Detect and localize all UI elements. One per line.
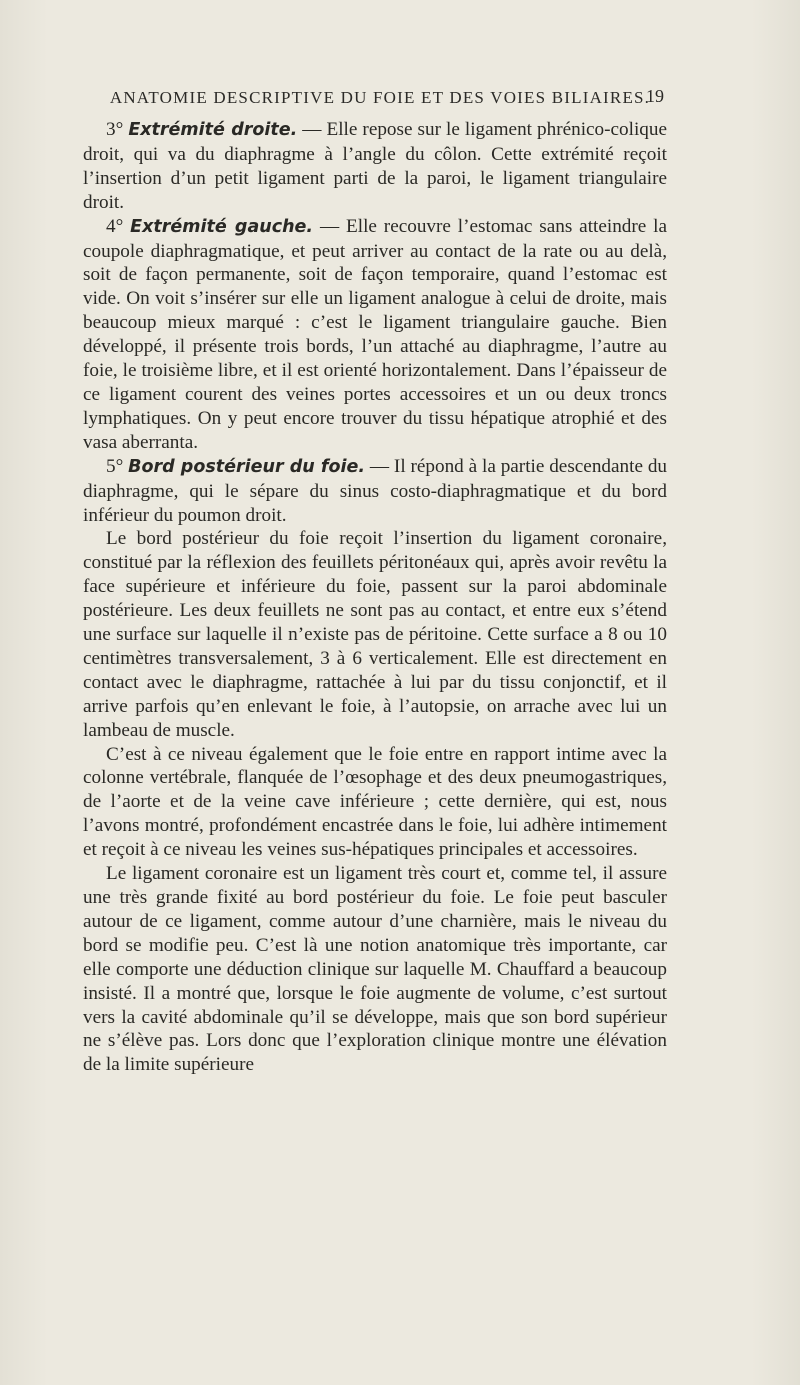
paragraph-number: 5° [106,455,124,477]
page-number: 19 [646,86,664,106]
paragraph-extremite-gauche [83,215,667,455]
paragraph-text: — Elle recouvre l’estomac sans atteindre la coupole diaphragmatique, et peut arriver au contact de la rate ou au delà, soit de façon permanente, soit de façon temporaire, quand l’estomac est vide. On voit s’insérer sur elle un ligament analogue à celui de droite, mais beaucoup mieux marqué : c’est le ligament triangulaire gauche. Bien développé, il présente trois bords, l’un attaché au diaphragme, l’autre au foie, le troisième libre, et il est orienté horizontalement. Dans l’épaisseur de ce ligament courent des veines portes accessoires et un ou deux troncs lymphatiques. On y peut encore trouver du tissu hépatique atrophié et des vasa aberranta. [83,215,668,453]
paragraph-bord-posterieur [83,455,667,528]
paragraph-number: 4° [106,215,124,237]
running-header-title: ANATOMIE DESCRIPTIVE DU FOIE ET DES VOIES BILIAIRES. [109,88,651,107]
paragraph-extremite-droite [83,118,667,215]
paragraph-ligament-coronaire [83,527,667,742]
paragraph-text: — Il répond à la partie descendante du diaphragme, qui le sépare du sinus costo-diaphragmatique et du bord inférieur du poumon droit. [83,455,668,526]
section-heading-bord-posterieur: Bord postérieur du foie. [128,456,366,477]
paragraph-text: C’est à ce niveau également que le foie entre en rapport intime avec la colonne vertébrale, flanquée de l’œsophage et des deux pneumogastriques, de l’aorte et de la veine cave inférieure ; cette dernière, qui est, nous l’avons montré, profondément encastrée dans le foie, lui adhère intimement et reçoit à ce niveau les veines sus-hépatiques principales et accessoires. [83,743,667,861]
paragraph-colonne-vertebrale [83,743,667,863]
body-text [83,118,667,1077]
paragraph-text: — Elle repose sur le ligament phrénico-colique droit, qui va du diaphragme à l’angle du côlon. Cette extrémité reçoit l’insertion d’un petit ligament parti de la paroi, le ligament triangulaire droit. [83,119,668,213]
section-heading-extremite-droite: Extrémité droite. [128,120,298,140]
paragraph-text: Le bord postérieur du foie reçoit l’insertion du ligament coronaire, constitué par la réflexion des feuillets péritonéaux qui, après avoir revêtu la face supérieure et inférieure du foie, passent sur la paroi abdominale postérieure. Les deux feuillets ne sont pas au contact, et entre eux s’étend une surface sur laquelle il n’existe pas de péritoine. Cette surface a 8 ou 10 centimètres transversalement, 3 à 6 verticalement. Elle est directement en contact avec le diaphragme, rattachée à lui par du tissu conjonctif, et il arrive parfois qu’en enlevant le foie, à l’autopsie, on arrache avec lui un lambeau de muscle. [83,528,667,741]
section-heading-extremite-gauche: Extrémité gauche. [130,216,314,237]
paragraph-fixite-bord-posterieur [83,862,667,1077]
paragraph-text: Le ligament coronaire est un ligament très court et, comme tel, il assure une très grande fixité au bord postérieur du foie. Le foie peut basculer autour de ce ligament, comme autour d’une charnière, mais le niveau du bord se modifie peu. C’est là une notion anatomique très importante, car elle comporte une déduction clinique sur laquelle M. Chauffard a beaucoup insisté. Il a montré que, lorsque le foie augmente de volume, c’est surtout vers la cavité abdominale qu’il se développe, mais que son bord supérieur ne s’élève pas. Lors donc que l’exploration clinique montre une élévation de la limite supérieure [83,863,667,1076]
paragraph-number: 3° [106,119,124,140]
